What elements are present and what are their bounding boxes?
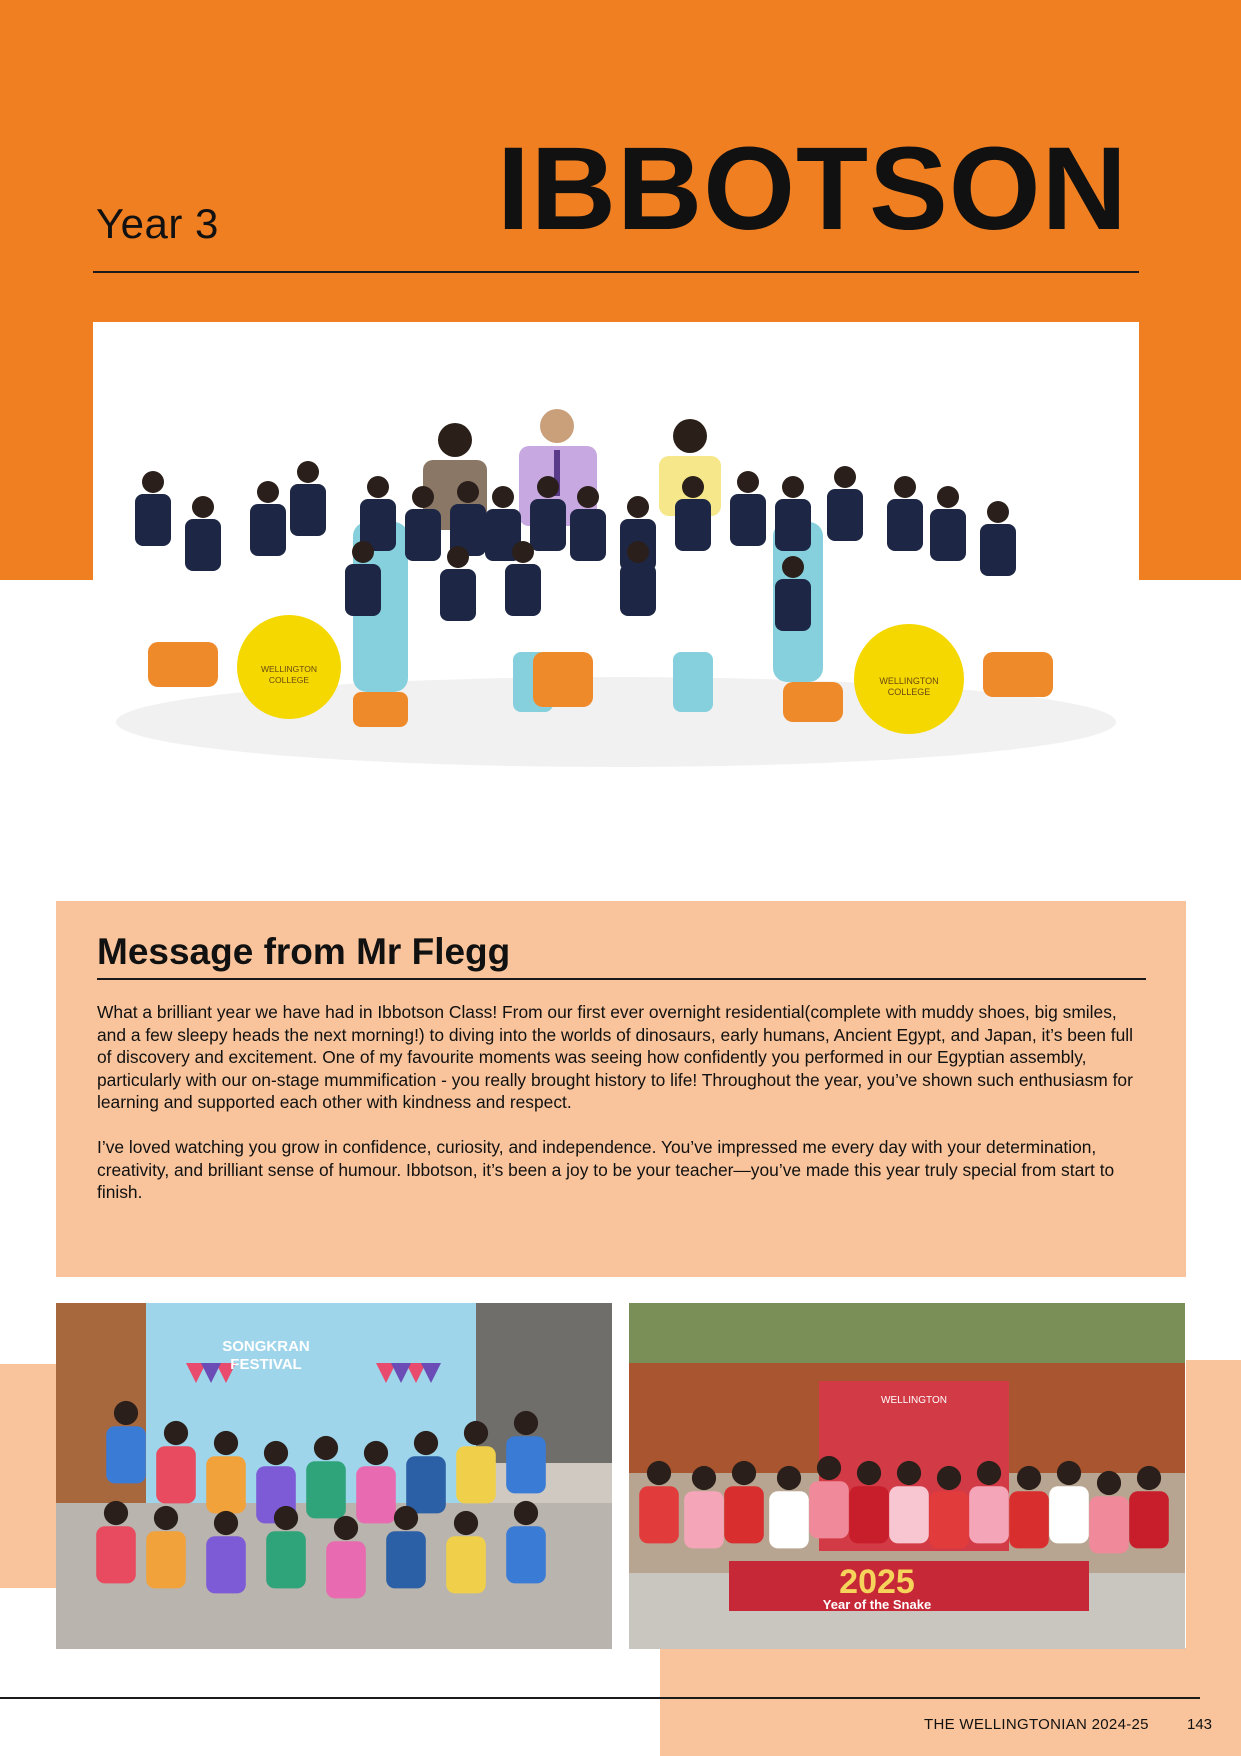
- cny-year-text: 2025: [839, 1563, 915, 1601]
- message-body: [97, 1001, 1149, 1226]
- cny-banner-text: WELLINGTON: [881, 1395, 947, 1406]
- songkran-banner-line-1: SONGKRAN: [222, 1338, 310, 1355]
- message-paragraph-1: What a brilliant year we have had in Ibbotson Class! From our first ever overnight residential(complete with muddy shoes, big smiles, and a few sleepy heads the next morning!) to diving into the worlds of dinosaurs, early humans, Ancient Egypt, and Japan, it’s been full of discovery and excitement. One of my favourite moments was seeing how confidently you performed in our Egyptian assembly, particularly with our on-stage mummification - you really brought history to life! Throughout the year, you’ve shown such enthusiasm for learning and supported each other with kindness and respect.: [97, 1002, 1134, 1113]
- decorative-peach-block-right: [1186, 1360, 1241, 1650]
- left-badge-text-2: COLLEGE: [268, 675, 310, 685]
- message-divider: [97, 978, 1146, 980]
- message-heading: Message from Mr Flegg: [97, 931, 511, 972]
- message-paragraph-2: I’ve loved watching you grow in confidence, curiosity, and independence. You’ve impressed me every day with your determination, creativity, and brilliant sense of humour. Ibbotson, it’s been a joy to be your teacher—you’ve made this year truly special from start to finish.: [97, 1136, 1115, 1203]
- year-label: Year 3: [96, 200, 219, 247]
- chinese-new-year-photo: [629, 1303, 1185, 1649]
- class-title: IBBOTSON: [497, 123, 1128, 255]
- right-badge-text-1: WELLINGTON: [879, 676, 939, 686]
- footer-divider: [0, 1697, 1200, 1699]
- right-badge-text-2: COLLEGE: [887, 687, 931, 697]
- teacher-message-box: [56, 901, 1186, 1277]
- cny-caption-text: Year of the Snake: [822, 1597, 932, 1612]
- page-number: 143: [1187, 1716, 1213, 1733]
- songkran-festival-photo: [56, 1303, 612, 1649]
- songkran-banner-line-2: FESTIVAL: [230, 1356, 302, 1373]
- class-group-photo: [93, 322, 1139, 855]
- decorative-peach-block-bottom: [660, 1648, 1241, 1756]
- footer-publication: THE WELLINGTONIAN 2024-25: [924, 1716, 1149, 1733]
- header-divider: [93, 271, 1139, 273]
- decorative-peach-block-left: [0, 1364, 56, 1588]
- left-badge-text-1: WELLINGTON: [260, 664, 318, 674]
